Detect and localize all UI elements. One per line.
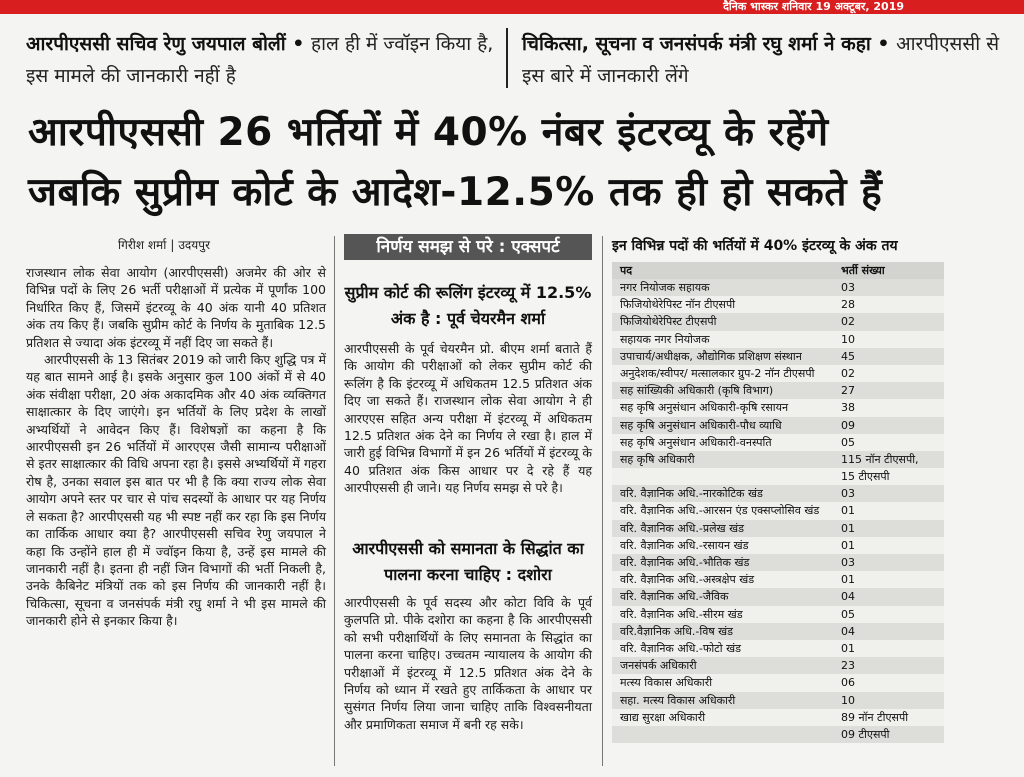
table-cell-count: 115 नॉन टीएसपी, <box>833 451 944 468</box>
table-cell-post: मत्स्य विकास अधिकारी <box>612 674 833 691</box>
headline-line-2: जबकि सुप्रीम कोर्ट के आदेश-12.5% तक ही हो सकते हैं <box>28 170 883 215</box>
table-row <box>612 296 944 313</box>
table-cell-post: वरि. वैज्ञानिक अधि.-अस्त्रक्षेप खंड <box>612 571 833 588</box>
table-cell-post: फिजियोथेरेपिस्ट नॉन टीएसपी <box>612 296 833 313</box>
table-cell-post <box>612 726 833 743</box>
table-header-count: भर्ती संख्या <box>833 262 944 279</box>
table-cell-count: 05 <box>833 434 944 451</box>
table-row <box>612 674 944 691</box>
table-cell-post: फिजियोथेरेपिस्ट टीएसपी <box>612 313 833 330</box>
byline-author: गिरीश शर्मा <box>118 238 167 252</box>
table-cell-count: 10 <box>833 331 944 348</box>
table-cell-count: 02 <box>833 313 944 330</box>
table-cell-count: 03 <box>833 279 944 296</box>
table-row <box>612 313 944 330</box>
table-cell-post <box>612 468 833 485</box>
table-cell-post: वरि. वैज्ञानिक अधि.-भौतिक खंड <box>612 554 833 571</box>
table-cell-post: वरि. वैज्ञानिक अधि.-नारकोटिक खंड <box>612 485 833 502</box>
table-row <box>612 537 944 554</box>
deck-right-bold: चिकित्सा, सूचना व जनसंपर्क मंत्री रघु शर्मा ने कहा • <box>522 33 897 55</box>
byline-separator: | <box>170 238 175 252</box>
masthead-bar <box>0 0 1024 14</box>
table-row <box>612 709 944 726</box>
table-cell-post: सहा. मत्स्य विकास अधिकारी <box>612 692 833 709</box>
table-cell-count: 03 <box>833 554 944 571</box>
table-row <box>612 365 944 382</box>
table-cell-post: वरि. वैज्ञानिक अधि.-सीरम खंड <box>612 606 833 623</box>
table-header-row <box>612 262 944 279</box>
table-header-post: पद <box>612 262 833 279</box>
table-cell-count: 01 <box>833 537 944 554</box>
table-row <box>612 657 944 674</box>
table-cell-count: 89 नॉन टीएसपी <box>833 709 944 726</box>
table-row <box>612 434 944 451</box>
table-cell-count: 01 <box>833 502 944 519</box>
expert-paragraph-1: आरपीएससी के पूर्व चेयरमैन प्रो. बीएम शर्मा बताते हैं कि आयोग की परीक्षाओं को लेकर सुप्रीम कोर्ट की रूलिंग है कि इंटरव्यू में अधिकतम 12.5 प्रतिशत अंक दिए जा सकते हैं। राजस्थान लोक सेवा आयोग ने ही आरएएस सहित अन्य परीक्षा में इंटरव्यू में अधिकतम 12.5 प्रतिशत अंक देने का निर्णय ले रखा है। हाल में जारी हुई विभिन्न विभागों में इन 26 भर्तियों में इंटरव्यू के 40 प्रतिशत अंक किस आधार पर दे रहे हैं यह आरपीएससी ही जाने। यह निर्णय समझ से परे है। <box>344 341 592 496</box>
table-row <box>612 382 944 399</box>
headline-line-1: आरपीएससी 26 भर्तियों में 40% नंबर इंटरव्यू के रहेंगे <box>28 110 829 155</box>
table-cell-count: 45 <box>833 348 944 365</box>
expert-subhead-1: सुप्रीम कोर्ट की रूलिंग इंटरव्यू में 12.5% अंक है : पूर्व चेयरमैन शर्मा <box>344 283 592 328</box>
table-cell-post: सह कृषि अधिकारी <box>612 451 833 468</box>
table-cell-count: 01 <box>833 640 944 657</box>
table-cell-count: 02 <box>833 365 944 382</box>
deck-left-bold: आरपीएससी सचिव रेणु जयपाल बोलीं • <box>26 33 312 55</box>
table-cell-post: अनुदेशक/स्वीपर/ मत्सालकार ग्रुप-2 नॉन टीएसपी <box>612 365 833 382</box>
table-body <box>612 279 944 743</box>
deck-right <box>522 28 1002 92</box>
table-title: इन विभिन्न पदों की भर्तियों में 40% इंटरव्यू के अंक तय <box>612 238 898 254</box>
table-row <box>612 348 944 365</box>
table-cell-count: 05 <box>833 606 944 623</box>
table-cell-count: 27 <box>833 382 944 399</box>
table-cell-post: उपाचार्य/अधीक्षक, औद्योगिक प्रशिक्षण संस्थान <box>612 348 833 365</box>
table-row <box>612 502 944 519</box>
table-cell-post: सह कृषि अनुसंधान अधिकारी-कृषि रसायन <box>612 399 833 416</box>
table-row <box>612 451 944 468</box>
table-row <box>612 520 944 537</box>
table-cell-count: 09 <box>833 417 944 434</box>
table-row <box>612 606 944 623</box>
table-cell-post: सह कृषि अनुसंधान अधिकारी-पौध व्याधि <box>612 417 833 434</box>
table-cell-post: सह सांख्यिकी अधिकारी (कृषि विभाग) <box>612 382 833 399</box>
deck-left <box>26 28 496 92</box>
table-row <box>612 399 944 416</box>
article-column-1 <box>26 264 326 630</box>
table-cell-count: 04 <box>833 623 944 640</box>
table-cell-count: 09 टीएसपी <box>833 726 944 743</box>
posts-table <box>612 262 944 743</box>
table-row <box>612 468 944 485</box>
article-paragraph-1: राजस्थान लोक सेवा आयोग (आरपीएससी) अजमेर की ओर से विभिन्न पदों के लिए 26 भर्ती परीक्षाओं में प्रत्येक में पूर्णांक 100 निर्धारित किए हैं, जिसमें इंटरव्यू के 40 अंक यानी 40 प्रतिशत अंक तय किए हैं। जबकि सुप्रीम कोर्ट के निर्णय के मुताबिक 12.5 प्रतिशत से ज्यादा अंक इंटरव्यू में नहीं दिए जा सकते हैं। <box>26 265 326 350</box>
table-cell-post: सहायक नगर नियोजक <box>612 331 833 348</box>
table-row <box>612 279 944 296</box>
table-cell-post: वरि. वैज्ञानिक अधि.-जैविक <box>612 588 833 605</box>
table-cell-post: वरि. वैज्ञानिक अधि.-आरसन एंड एक्सप्लोसिव खंड <box>612 502 833 519</box>
deck-right-light: आरपीएससी से इस बारे में जानकारी लेंगे <box>522 33 1000 87</box>
table-cell-count: 03 <box>833 485 944 502</box>
expert-subhead-2: आरपीएससी को समानता के सिद्धांत का पालना करना चाहिए : दशोरा <box>352 539 584 584</box>
table-cell-post: सह कृषि अनुसंधान अधिकारी-वनस्पति <box>612 434 833 451</box>
table-cell-count: 15 टीएसपी <box>833 468 944 485</box>
expert-box-title: निर्णय समझ से परे : एक्सपर्ट <box>344 234 592 260</box>
table-cell-post: जनसंपर्क अधिकारी <box>612 657 833 674</box>
table-row <box>612 640 944 657</box>
column-divider-2 <box>602 236 603 766</box>
deck-divider <box>506 28 508 88</box>
table-row <box>612 331 944 348</box>
table-cell-count: 28 <box>833 296 944 313</box>
table-cell-count: 38 <box>833 399 944 416</box>
column-divider-1 <box>334 236 335 766</box>
table-cell-post: वरि.वैज्ञानिक अधि.-विष खंड <box>612 623 833 640</box>
deck-left-light: हाल ही में ज्वॉइन किया है, इस मामले की जानकारी नहीं है <box>26 33 494 87</box>
table-row <box>612 554 944 571</box>
table-cell-post: वरि. वैज्ञानिक अधि.-फोटो खंड <box>612 640 833 657</box>
table-cell-post: खाद्य सुरक्षा अधिकारी <box>612 709 833 726</box>
table-cell-count: 01 <box>833 571 944 588</box>
table-cell-count: 23 <box>833 657 944 674</box>
table-row <box>612 417 944 434</box>
byline-city: उदयपुर <box>178 238 210 252</box>
table-row <box>612 623 944 640</box>
byline <box>118 236 210 253</box>
table-row <box>612 692 944 709</box>
table-row <box>612 588 944 605</box>
expert-paragraph-2: आरपीएससी के पूर्व सदस्य और कोटा विवि के पूर्व कुलपति प्रो. पीके दशोरा का कहना है कि आरपीएससी को सभी परीक्षार्थियों के लिए समानता के सिद्धांत का पालना करना चाहिए। उच्चतम न्यायालय के आयोग की परीक्षाओं में इंटरव्यू में 12.5 प्रतिशत अंक देने के निर्णय को ध्यान में रखते हुए तार्किकता के आधार पर सुसंगत निर्णय लिया जाना चाहिए ताकि विश्वसनीयता और प्रमाणिकता समाज में बनी रह सके। <box>344 595 592 732</box>
table-cell-post: नगर नियोजक सहायक <box>612 279 833 296</box>
masthead-text: दैनिक भास्कर शनिवार 19 अक्टूबर, 2019 <box>723 0 904 13</box>
table-row <box>612 726 944 743</box>
table-row <box>612 571 944 588</box>
table-row <box>612 485 944 502</box>
table-cell-count: 06 <box>833 674 944 691</box>
table-cell-count: 01 <box>833 520 944 537</box>
table-cell-count: 04 <box>833 588 944 605</box>
table-cell-post: वरि. वैज्ञानिक अधि.-रसायन खंड <box>612 537 833 554</box>
table-cell-post: वरि. वैज्ञानिक अधि.-प्रलेख खंड <box>612 520 833 537</box>
table-cell-count: 10 <box>833 692 944 709</box>
article-paragraph-2: आरपीएससी के 13 सितंबर 2019 को जारी किए शुद्धि पत्र में यह बात सामने आई है। इसके अनुसार कुल 100 अंकों में से 40 अंक संवीक्षा परीक्षा, 20 अंक अकादमिक और 40 अंक व्यक्तिगत साक्षात्कार के दिए जाएंगे। इन भर्तियों के लिए प्रदेश के लाखों अभ्यर्थियों ने आवेदन किए हैं। विशेषज्ञों का कहना है कि आरपीएससी इन 26 भर्तियों में आरएएस जैसी सामान्य परीक्षाओं से इतर साक्षात्कार की विधि अपना रहा है। इससे अभ्यर्थियों में गहरा रोष है, उनका सवाल इस बात पर भी है कि क्या राज्य लोक सेवा आयोग अपने स्तर पर चार से पांच सदस्यों के आधार पर यह निर्णय ले सकता है? आरपीएससी यह भी स्पष्ट नहीं कर रहा कि इस निर्णय का तार्किक आधार क्या है? आरपीएससी सचिव रेणु जयपाल ने कहा कि उन्होंने हाल ही में ज्वॉइन किया है, उन्हें इस मामले की जानकारी नहीं है। इतना ही नहीं जिन विभागों की भर्ती निकली है, उनके कैबिनेट मंत्रियों तक को इस निर्णय की जानकारी नहीं है। चिकित्सा, सूचना व जनसंपर्क मंत्री रघु शर्मा ने भी इस मामले की जानकारी होने से इनकार किया है। <box>26 352 326 629</box>
